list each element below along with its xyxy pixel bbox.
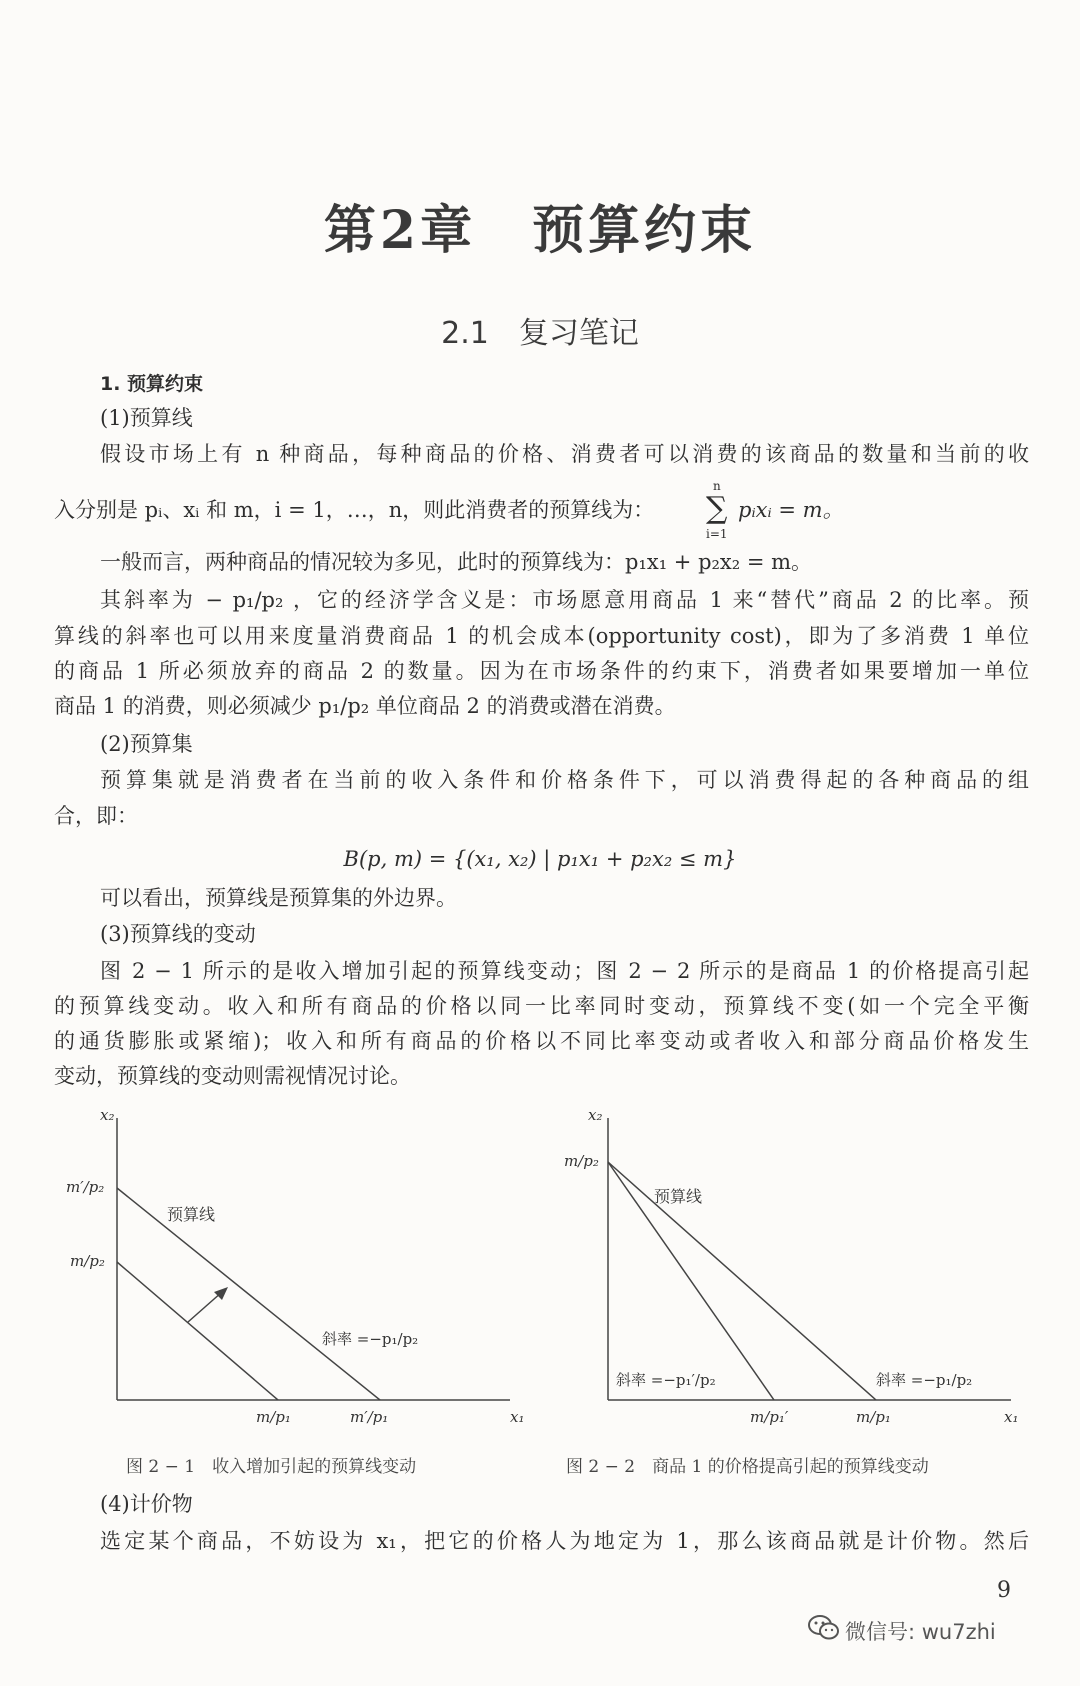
paragraph-2: 一般而言，两种商品的情况较为多见，此时的预算线为：p₁x₁ + p₂x₂ = m。	[100, 550, 813, 574]
fig1-x-label-low: m/p₁	[256, 1408, 291, 1426]
paragraph-1-line-2-text: 入分别是 pᵢ、xᵢ 和 m，i = 1，…，n，则此消费者的预算线为：	[54, 498, 655, 522]
fig2-slope-new-label: 斜率 =−p₁′/p₂	[616, 1371, 716, 1389]
paragraph-6-line-2: 的预算线变动。收入和所有商品的价格以同一比率同时变动，预算线不变(如一个完全平衡	[54, 994, 1029, 1018]
subheading-budget-line: (1)预算线	[100, 406, 193, 430]
page-number: 9	[997, 1578, 1011, 1603]
paragraph-4-line-2: 合，即：	[54, 804, 138, 828]
paragraph-3-line-2: 算线的斜率也可以用来度量消费商品 1 的机会成本(opportunity cost)，即为了多消费 1 单位	[54, 624, 1029, 648]
fig1-y-axis-label: x₂	[100, 1106, 115, 1124]
paragraph-4-line-1: 预算集就是消费者在当前的收入条件和价格条件下，可以消费得起的各种商品的组	[100, 768, 1029, 792]
subheading-numeraire: (4)计价物	[100, 1492, 193, 1516]
wechat-id-text: 微信号: wu7zhi	[845, 1620, 996, 1644]
paragraph-3-line-1: 其斜率为 − p₁/p₂ ，它的经济学含义是：市场愿意用商品 1 来“替代”商品 2 的比率。预	[100, 588, 1029, 612]
figure-2-2-caption: 图 2 − 2 商品 1 的价格提高引起的预算线变动	[566, 1457, 929, 1477]
fig2-y-label: m/p₂	[564, 1152, 599, 1170]
subheading-budget-set: (2)预算集	[100, 732, 193, 756]
paragraph-3-line-3: 的商品 1 所必须放弃的商品 2 的数量。因为在市场条件的约束下，消费者如果要增加一单位	[54, 659, 1029, 683]
fig1-x-label-high: m′/p₁	[350, 1408, 389, 1426]
fig1-slope-label: 斜率 =−p₁/p₂	[322, 1330, 419, 1348]
sum-expression: pᵢxᵢ = m。	[738, 498, 844, 522]
fig2-y-axis-label: x₂	[588, 1106, 603, 1124]
fig2-x-label-new: m/p₁′	[750, 1408, 789, 1426]
paragraph-3-line-4: 商品 1 的消费，则必须减少 p₁/p₂ 单位商品 2 的消费或潜在消费。	[54, 694, 676, 718]
sum-lower-limit: i=1	[706, 527, 728, 541]
paragraph-6-line-3: 的通货膨胀或紧缩)；收入和所有商品的价格以不同比率变动或者收入和部分商品价格发生	[54, 1029, 1029, 1053]
figure-2-1-income-increase	[60, 1100, 530, 1440]
wechat-icon	[808, 1614, 840, 1642]
paragraph-1-line-1: 假设市场上有 n 种商品，每种商品的价格、消费者可以消费的该商品的数量和当前的收	[100, 442, 1029, 466]
section-title: 2.1 复习笔记	[441, 316, 639, 351]
fig1-x-axis-label: x₁	[510, 1408, 525, 1426]
figure-2-2-price-increase	[556, 1100, 1036, 1440]
fig1-budget-line-label: 预算线	[167, 1205, 216, 1224]
paragraph-6-line-1: 图 2 − 1 所示的是收入增加引起的预算线变动；图 2 − 2 所示的是商品 1 的价格提高引起	[100, 959, 1029, 983]
fig2-x-axis-label: x₁	[1004, 1408, 1019, 1426]
chapter-title: 第2章 预算约束	[323, 200, 757, 261]
fig1-y-label-high: m′/p₂	[66, 1178, 105, 1196]
budget-set-formula: B(p, m) = {(x₁, x₂) | p₁x₁ + p₂x₂ ≤ m}	[343, 847, 737, 871]
paragraph-6-line-4: 变动，预算线的变动则需视情况讨论。	[54, 1064, 411, 1088]
fig1-y-label-low: m/p₂	[70, 1252, 105, 1270]
fig2-budget-line-label: 预算线	[654, 1187, 703, 1206]
paragraph-7: 选定某个商品，不妨设为 x₁，把它的价格人为地定为 1，那么该商品就是计价物。然后	[100, 1529, 1029, 1553]
fig1-shift-arrow	[188, 1292, 222, 1322]
fig2-slope-old-label: 斜率 =−p₁/p₂	[876, 1371, 973, 1389]
fig1-new-budget-line	[117, 1188, 380, 1400]
subheading-budget-line-shift: (3)预算线的变动	[100, 922, 256, 946]
sum-symbol: ∑	[706, 491, 728, 526]
figure-2-1-caption: 图 2 − 1 收入增加引起的预算线变动	[126, 1457, 417, 1477]
paragraph-5: 可以看出，预算线是预算集的外边界。	[100, 886, 457, 910]
fig1-old-budget-line	[117, 1262, 278, 1400]
fig2-x-label-old: m/p₁	[856, 1408, 891, 1426]
sum-upper-limit: n	[713, 479, 721, 493]
heading-budget-constraint: 1. 预算约束	[100, 373, 204, 395]
fig2-old-budget-line	[608, 1162, 876, 1400]
